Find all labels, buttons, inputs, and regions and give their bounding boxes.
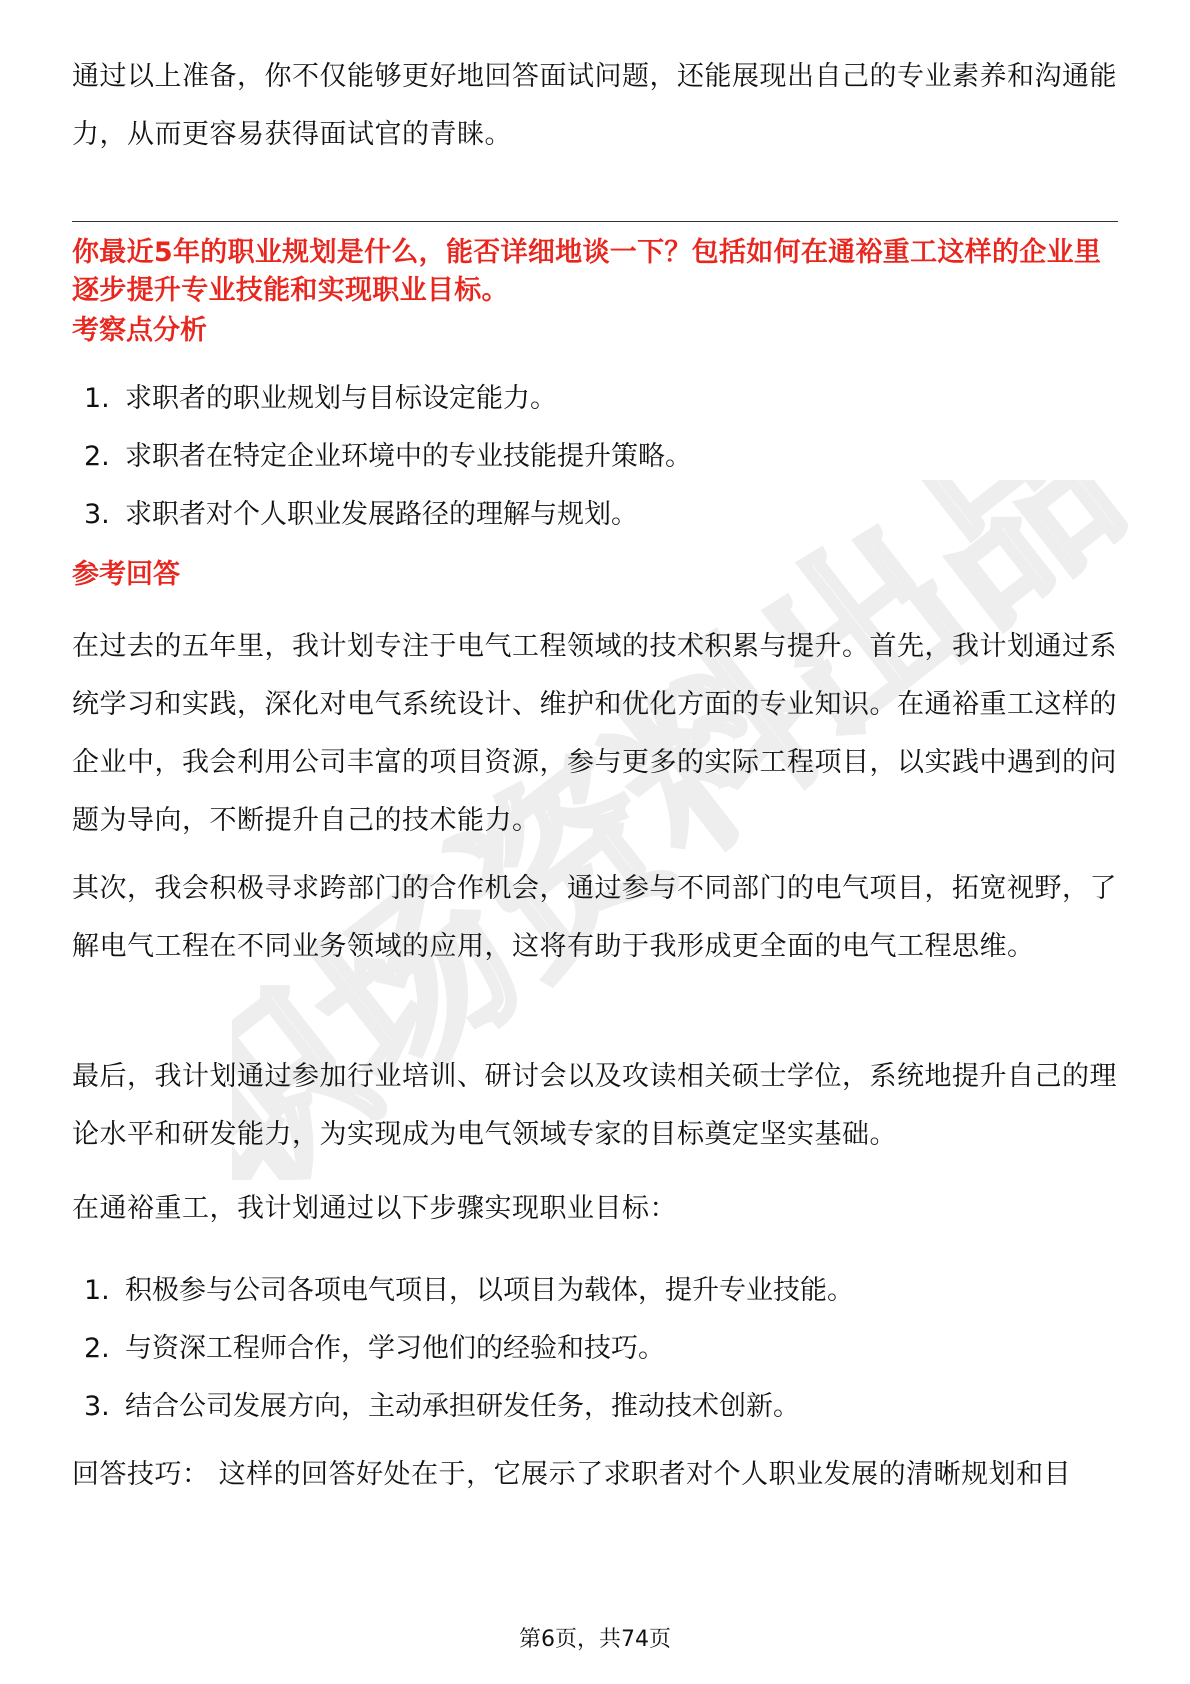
list-item	[72, 1320, 1118, 1378]
list-number: 1.	[84, 383, 110, 414]
list-item	[72, 1378, 1118, 1436]
list-item	[72, 428, 1118, 486]
intro-paragraph: 通过以上准备，你不仅能够更好地回答面试问题，还能展现出自己的专业素养和沟通能力，从而更容易获得面试官的青睐。	[72, 61, 1117, 150]
steps-list	[72, 1262, 1118, 1436]
question-heading: 你最近5年的职业规划是什么，能否详细地谈一下？包括如何在通裕重工这样的企业里逐步提升专业技能和实现职业目标。	[72, 237, 1102, 306]
list-number: 2.	[84, 441, 110, 472]
answer-paragraph: 在过去的五年里，我计划专注于电气工程领域的技术积累与提升。首先，我计划通过系统学习和实践，深化对电气系统设计、维护和优化方面的专业知识。在通裕重工这样的企业中，我会利用公司丰富的项目资源，参与更多的实际工程项目，以实践中遇到的问题为导向，不断提升自己的技术能力。	[72, 631, 1117, 836]
list-number: 3.	[84, 499, 110, 530]
list-item	[72, 1262, 1118, 1320]
list-item-text: 求职者对个人职业发展路径的理解与规划。	[125, 499, 638, 530]
list-number: 1.	[84, 1275, 110, 1306]
list-number: 3.	[84, 1391, 110, 1422]
watermark-text: 职场资料出品	[232, 480, 1132, 1180]
answer-title: 参考回答	[72, 559, 180, 590]
list-item-text: 积极参与公司各项电气项目，以项目为载体，提升专业技能。	[125, 1275, 854, 1306]
list-item-text: 求职者的职业规划与目标设定能力。	[125, 383, 557, 414]
answer-paragraph: 最后，我计划通过参加行业培训、研讨会以及攻读相关硕士学位，系统地提升自己的理论水平和研发能力，为实现成为电气领域专家的目标奠定坚实基础。	[72, 1061, 1117, 1150]
answer-paragraph: 在通裕重工，我计划通过以下步骤实现职业目标：	[72, 1193, 677, 1224]
answer-paragraph: 其次，我会积极寻求跨部门的合作机会，通过参与不同部门的电气项目，拓宽视野，了解电气工程在不同业务领域的应用，这将有助于我形成更全面的电气工程思维。	[72, 873, 1117, 962]
analysis-list	[72, 370, 1118, 544]
document-page	[72, 0, 1132, 1684]
list-item	[72, 486, 1118, 544]
analysis-title: 考察点分析	[72, 315, 207, 346]
section-divider	[72, 221, 1118, 222]
list-item-text: 结合公司发展方向，主动承担研发任务，推动技术创新。	[125, 1391, 800, 1422]
list-item-text: 与资深工程师合作，学习他们的经验和技巧。	[125, 1333, 665, 1364]
list-number: 2.	[84, 1333, 110, 1364]
page-footer: 第6页，共74页	[519, 1627, 671, 1652]
list-item	[72, 370, 1118, 428]
list-item-text: 求职者在特定企业环境中的专业技能提升策略。	[125, 441, 692, 472]
tip-paragraph: 回答技巧： 这样的回答好处在于，它展示了求职者对个人职业发展的清晰规划和目	[72, 1459, 1072, 1490]
